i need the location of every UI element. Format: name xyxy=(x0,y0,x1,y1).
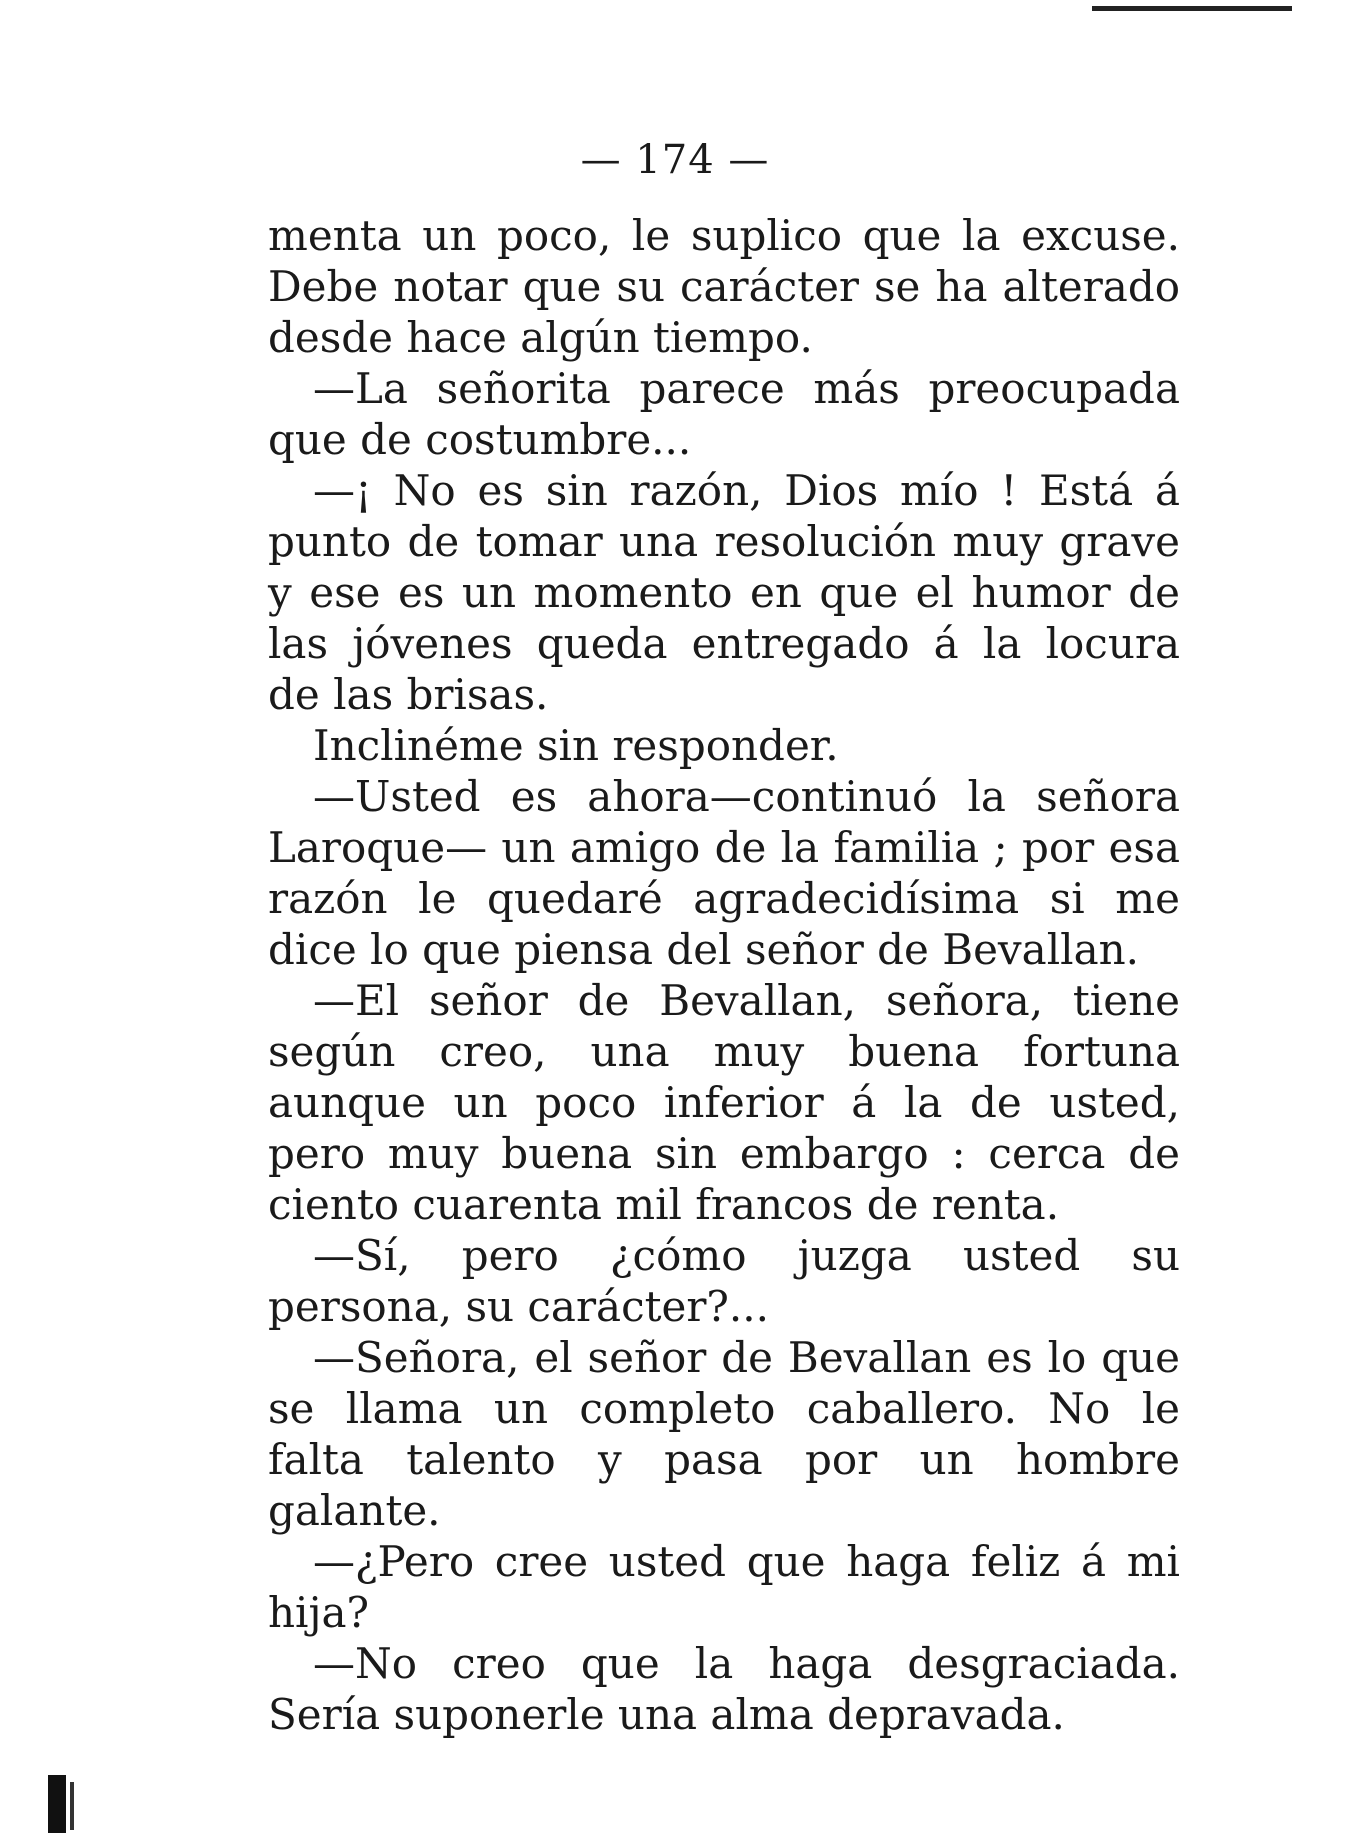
top-edge-rule xyxy=(1092,6,1292,11)
paragraph: Inclinéme sin responder. xyxy=(313,721,839,770)
scan-edge-mark xyxy=(70,1782,74,1830)
paragraph: —¿Pero cree usted que haga feliz á mi hija? xyxy=(268,1537,1180,1637)
paragraph: —Usted es ahora—continuó la señora Laroque— un amigo de la familia ; por esa razón le quedaré agradecidísima si me dice lo que piensa del señor de Bevallan. xyxy=(268,772,1180,974)
paragraph: —¡ No es sin razón, Dios mío ! Está á punto de tomar una resolución muy grave y ese es un momento en que el humor de las jóvenes queda entregado á la locura de las brisas. xyxy=(268,466,1180,719)
paragraph-continuation: menta un poco, le suplico que la excuse. Debe notar que su carácter se ha alterado desde hace algún tiempo. xyxy=(268,211,1180,362)
paragraph: —Sí, pero ¿cómo juzga usted su persona, su carácter?... xyxy=(268,1231,1180,1331)
paragraph: —No creo que la haga desgraciada. Sería suponerle una alma depravada. xyxy=(268,1639,1180,1739)
paragraph: —Señora, el señor de Bevallan es lo que se llama un completo caballero. No le falta talento y pasa por un hombre galante. xyxy=(268,1333,1180,1535)
body-text xyxy=(268,210,1180,1740)
scan-edge-mark xyxy=(48,1775,66,1833)
page-number: — 174 — xyxy=(580,137,770,183)
paragraph: —La señorita parece más preocupada que de costumbre... xyxy=(268,364,1180,464)
paragraph: —El señor de Bevallan, señora, tiene según creo, una muy buena fortuna aunque un poco inferior á la de usted, pero muy buena sin embargo : cerca de ciento cuarenta mil francos de renta. xyxy=(268,976,1180,1229)
